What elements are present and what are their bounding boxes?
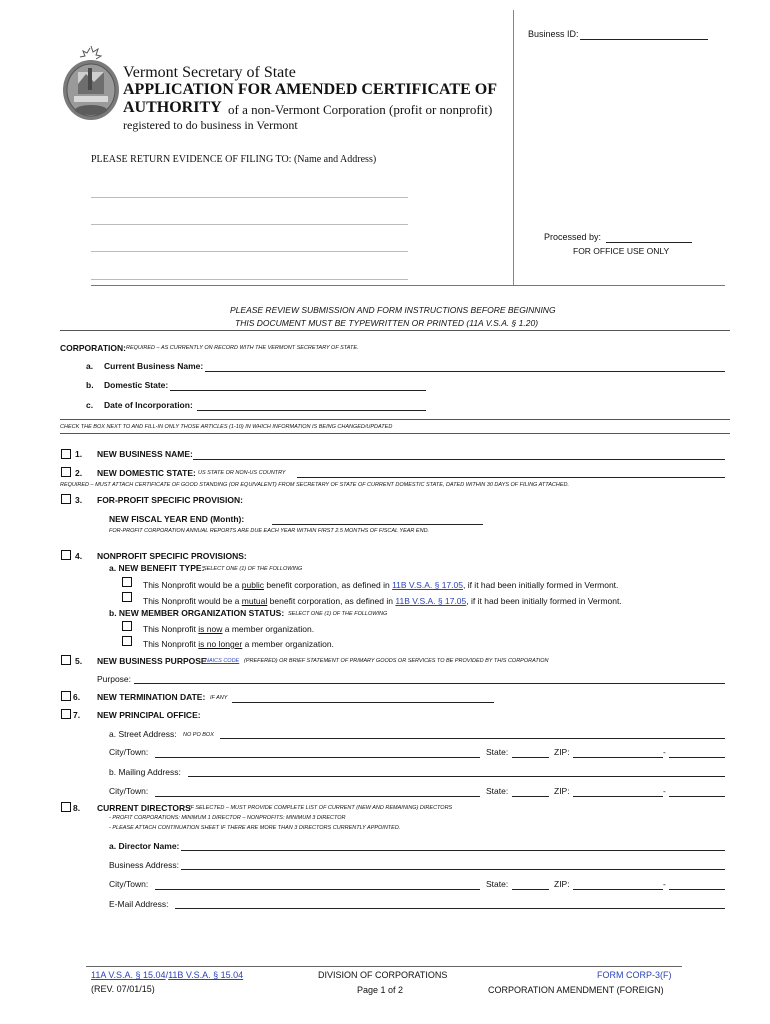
city-label-3: City/Town:: [109, 879, 149, 889]
member-now-option: This Nonprofit is now a member organization.: [143, 624, 315, 634]
item1-number: 1.: [75, 449, 83, 459]
form-title-line1: APPLICATION FOR AMENDED CERTIFICATE OF: [123, 81, 497, 98]
item7-number: 7.: [73, 710, 81, 720]
director-name-field[interactable]: [181, 850, 725, 851]
item6-checkbox[interactable]: [61, 691, 71, 701]
benefit-select-note: SELECT ONE (1) OF THE FOLLOWING: [203, 566, 303, 572]
directors-minimum-note: - PROFIT CORPORATIONS: MINIMUM 1 DIRECTOR – NONPROFITS: MINIMUM 3 DIRECTOR: [109, 815, 346, 821]
office-use-label: FOR OFFICE USE ONLY: [573, 246, 670, 256]
form-number: FORM CORP-3(F): [597, 970, 672, 980]
business-id-label: Business ID:: [528, 29, 579, 39]
footer-divider: [86, 966, 682, 967]
return-address-line-4[interactable]: [91, 279, 408, 280]
mutual-statute-link[interactable]: 11B V.S.A. § 17.05: [395, 596, 467, 606]
form-title-line2-rest: of a non-Vermont Corporation (profit or nonprofit): [228, 102, 493, 117]
corporation-note: REQUIRED – AS CURRENTLY ON RECORD WITH THE VERMONT SECRETARY OF STATE.: [126, 345, 359, 351]
city-label-2: City/Town:: [109, 786, 149, 796]
item-a-letter: a.: [86, 361, 94, 371]
form-description: CORPORATION AMENDMENT (FOREIGN): [488, 985, 664, 995]
item8-checkbox[interactable]: [61, 802, 71, 812]
mutual-benefit-checkbox[interactable]: [122, 592, 132, 602]
current-name-field[interactable]: [205, 371, 725, 372]
directors-attach-note: - PLEASE ATTACH CONTINUATION SHEET IF THERE ARE MORE THAN 3 DIRECTORS CURRENTLY APPOINTED.: [109, 825, 401, 831]
new-state-note: US STATE OR NON-US COUNTRY: [198, 470, 286, 476]
purpose-note: (PREFERED) OR BRIEF STATEMENT OF PRIMARY GOODS OR SERVICES TO BE PROVIDED BY THIS CORPORATION: [244, 658, 549, 664]
purpose-field[interactable]: [134, 683, 725, 684]
termination-if-any: IF ANY: [210, 695, 228, 701]
item3-number: 3.: [75, 495, 83, 505]
nonprofit-label: NONPROFIT SPECIFIC PROVISIONS:: [97, 551, 247, 561]
principal-office-label: NEW PRINCIPAL OFFICE:: [97, 710, 201, 720]
no-po-box-note: NO PO BOX: [183, 732, 214, 738]
state-field-1[interactable]: [512, 757, 549, 758]
office-divider: [513, 10, 514, 286]
business-id-field[interactable]: [580, 39, 708, 40]
item6-number: 6.: [73, 692, 81, 702]
incorporation-date-field[interactable]: [197, 410, 426, 411]
termination-field[interactable]: [232, 702, 494, 703]
new-state-label: NEW DOMESTIC STATE:: [97, 468, 196, 478]
incorporation-date-label: Date of Incorporation:: [104, 400, 193, 410]
directors-note: IF SELECTED – MUST PROVIDE COMPLETE LIST OF CURRENT (NEW AND REMAINING) DIRECTORS: [189, 805, 453, 811]
email-field[interactable]: [175, 908, 725, 909]
mutual-benefit-option: This Nonprofit would be a mutual benefit corporation, as defined in 11B V.S.A. § 17.05, if it had been initially formed in Vermont.: [143, 596, 622, 606]
zip-label-2: ZIP:: [554, 786, 570, 796]
for-profit-label: FOR-PROFIT SPECIFIC PROVISION:: [97, 495, 243, 505]
item2-number: 2.: [75, 468, 83, 478]
item-c-letter: c.: [86, 400, 94, 410]
item7-checkbox[interactable]: [61, 709, 71, 719]
section-divider-bottom: [60, 433, 730, 434]
footer-statutes: 11A V.S.A. § 15.04/11B V.S.A. § 15.04: [91, 970, 244, 980]
return-label: PLEASE RETURN EVIDENCE OF FILING TO: (Name and Address): [91, 154, 377, 165]
city-label-1: City/Town:: [109, 747, 149, 757]
revision-date: (REV. 07/01/15): [91, 984, 155, 994]
division-name: DIVISION OF CORPORATIONS: [318, 970, 448, 980]
director-name-label: a. Director Name:: [109, 841, 180, 851]
street-address-field[interactable]: [220, 738, 725, 739]
form-title-line3: registered to do business in Vermont: [123, 118, 298, 132]
zip-label-1: ZIP:: [554, 747, 570, 757]
state-label-1: State:: [486, 747, 509, 757]
zip-ext-field-3[interactable]: [669, 889, 725, 890]
return-address-line-3[interactable]: [91, 251, 408, 252]
mailing-address-label: b. Mailing Address:: [109, 767, 181, 777]
email-label: E-Mail Address:: [109, 899, 169, 909]
street-address-label: a. Street Address:: [109, 729, 177, 739]
item1-checkbox[interactable]: [61, 449, 71, 459]
zip-field-2[interactable]: [573, 796, 663, 797]
member-select-note: SELECT ONE (1) OF THE FOLLOWING: [288, 611, 388, 617]
current-name-label: Current Business Name:: [104, 361, 204, 371]
vermont-seal-icon: [60, 44, 122, 122]
domestic-state-field[interactable]: [170, 390, 426, 391]
zip-field-3[interactable]: [573, 889, 663, 890]
zip-dash-2: -: [663, 786, 666, 796]
public-statute-link[interactable]: 11B V.S.A. § 17.05: [392, 580, 463, 590]
zip-dash-1: -: [663, 747, 666, 757]
naics-code-link[interactable]: NAICS CODE: [205, 658, 240, 664]
mailing-address-field[interactable]: [188, 776, 725, 777]
zip-label-3: ZIP:: [554, 879, 570, 889]
new-name-label: NEW BUSINESS NAME:: [97, 449, 193, 459]
return-address-line-1[interactable]: [91, 197, 408, 198]
fiscal-year-field[interactable]: [272, 524, 483, 525]
state-label-3: State:: [486, 879, 509, 889]
city-field-2[interactable]: [155, 796, 480, 797]
directors-label: CURRENT DIRECTORS: [97, 803, 191, 813]
instruction-line2: THIS DOCUMENT MUST BE TYPEWRITTEN OR PRINTED (11A V.S.A. § 1.20): [235, 318, 539, 328]
form-title-line2: AUTHORITY: [123, 99, 222, 116]
agency-name: Vermont Secretary of State: [123, 64, 296, 81]
state-field-2[interactable]: [512, 796, 549, 797]
item-b-letter: b.: [86, 380, 94, 390]
item4-checkbox[interactable]: [61, 550, 71, 560]
return-address-line-2[interactable]: [91, 224, 408, 225]
zip-ext-field-2[interactable]: [669, 796, 725, 797]
header-divider: [91, 285, 725, 286]
zip-dash-3: -: [663, 879, 666, 889]
fiscal-year-label: NEW FISCAL YEAR END (Month):: [109, 514, 245, 524]
instruction-line1: PLEASE REVIEW SUBMISSION AND FORM INSTRUCTIONS BEFORE BEGINNING: [230, 305, 556, 315]
processed-by-label: Processed by:: [544, 232, 602, 242]
public-benefit-checkbox[interactable]: [122, 577, 132, 587]
member-status-label: b. NEW MEMBER ORGANIZATION STATUS:: [109, 608, 285, 618]
page-number: Page 1 of 2: [357, 985, 404, 995]
check-note: CHECK THE BOX NEXT TO AND FILL-IN ONLY THOSE ARTICLES (1-10) IN WHICH INFORMATION IS BEING CHANGED/UPDATED: [60, 424, 393, 430]
benefit-type-label: a. NEW BENEFIT TYPE:: [109, 563, 205, 573]
item5-number: 5.: [75, 656, 83, 666]
new-name-field[interactable]: [193, 459, 725, 460]
section-divider-top: [60, 419, 730, 420]
item2-checkbox[interactable]: [61, 467, 71, 477]
item3-checkbox[interactable]: [61, 494, 71, 504]
member-no-longer-option: This Nonprofit is no longer a member organization.: [143, 639, 334, 649]
statute-11a-link[interactable]: 11A V.S.A. § 15.04: [91, 970, 166, 980]
state-label-2: State:: [486, 786, 509, 796]
business-address-label: Business Address:: [109, 860, 179, 870]
member-now-checkbox[interactable]: [122, 621, 132, 631]
business-address-field[interactable]: [181, 869, 725, 870]
zip-field-1[interactable]: [573, 757, 663, 758]
termination-label: NEW TERMINATION DATE:: [97, 692, 206, 702]
purpose-label: NEW BUSINESS PURPOSE: [97, 656, 207, 666]
member-no-longer-checkbox[interactable]: [122, 636, 132, 646]
city-field-1[interactable]: [155, 757, 480, 758]
new-state-field[interactable]: [297, 477, 725, 478]
domestic-state-label: Domestic State:: [104, 380, 169, 390]
item5-checkbox[interactable]: [61, 655, 71, 665]
purpose-field-label: Purpose:: [97, 674, 132, 684]
item4-number: 4.: [75, 551, 83, 561]
required-note: REQUIRED – MUST ATTACH CERTIFICATE OF GOOD STANDING (OR EQUIVALENT) FROM SECRETARY OF STATE OF CURRENT DOMESTIC STATE, DATED WITHIN 30 DAYS OF FILING ATTACHED.: [60, 482, 569, 488]
instruction-divider: [60, 330, 730, 331]
fiscal-note: FOR-PROFIT CORPORATION ANNUAL REPORTS ARE DUE EACH YEAR WITHIN FIRST 2.5 MONTHS OF FISCAL YEAR END.: [109, 528, 430, 534]
city-field-3[interactable]: [155, 889, 480, 890]
processed-by-field[interactable]: [606, 242, 692, 243]
statute-11b-link[interactable]: 11B V.S.A. § 15.04: [168, 970, 244, 980]
public-benefit-option: This Nonprofit would be a public benefit corporation, as defined in 11B V.S.A. § 17.05, if it had been initially formed in Vermont.: [143, 580, 619, 590]
state-field-3[interactable]: [512, 889, 549, 890]
corporation-label: CORPORATION:: [60, 343, 126, 353]
item8-number: 8.: [73, 803, 81, 813]
zip-ext-field-1[interactable]: [669, 757, 725, 758]
